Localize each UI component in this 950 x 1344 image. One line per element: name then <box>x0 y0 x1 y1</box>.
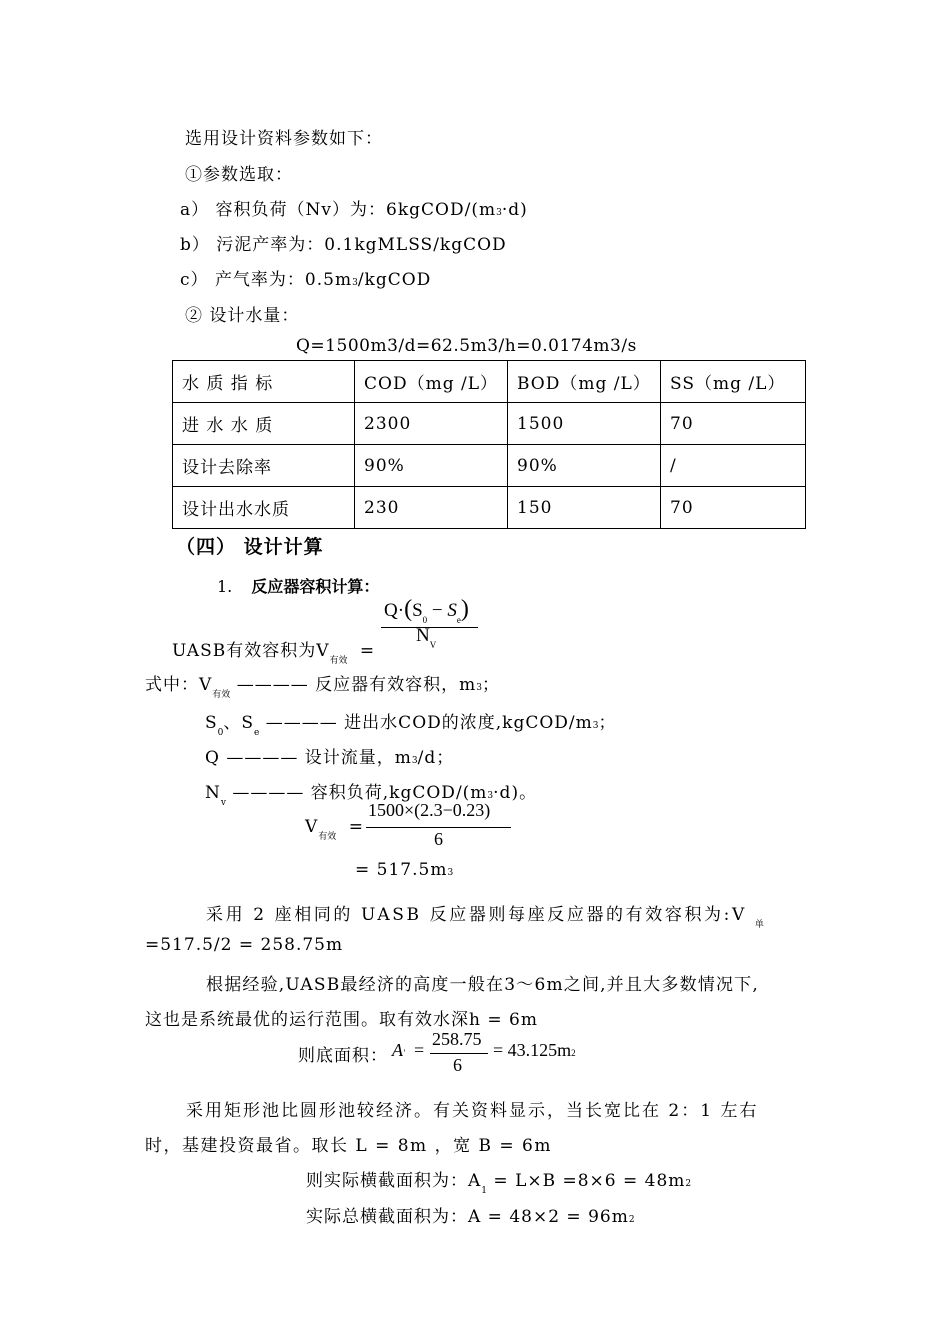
table-row <box>173 445 806 487</box>
param-a-label: a） <box>180 200 210 220</box>
calc4-text: 实际总横截面积为：A = 48×2 = 96m <box>306 1207 629 1227</box>
where-n-sup: 3 <box>487 791 494 801</box>
where-intro <box>145 670 500 700</box>
water-quality-table <box>172 360 806 529</box>
table-cell: 90% <box>508 445 661 487</box>
where-q-sup: 3 <box>411 756 418 766</box>
param-a-text: 容积负荷（Nv）为：6kgCOD/(m <box>215 200 497 220</box>
calc4-line <box>306 1202 635 1227</box>
para2-line1: 根据经验,UASB最经济的高度一般在3～6m之间,并且大多数情况下, <box>206 975 759 995</box>
table-cell: 1500 <box>508 403 661 445</box>
calc2-a-sup: ' <box>403 1048 405 1058</box>
param-b-label: b） <box>180 235 210 255</box>
table-cell: 90% <box>355 445 508 487</box>
table-cell: 2300 <box>355 403 508 445</box>
table-cell: / <box>661 445 806 487</box>
table-cell: 230 <box>355 487 508 529</box>
formula1-n-sub: V <box>429 640 437 650</box>
table-cell: 150 <box>508 487 661 529</box>
formula1-s0: S <box>412 600 423 621</box>
subsection-text: 反应器容积计算： <box>251 577 380 596</box>
where-intro-tail: ； <box>481 675 500 695</box>
calc2-result-sup: 2 <box>571 1048 576 1058</box>
table-cell: 70 <box>661 487 806 529</box>
formula1-minus: − <box>431 600 443 621</box>
param-header: ①参数选取： <box>185 165 293 185</box>
para3-line2: 时，基建投资最省。取长 L = 8m ，宽 B = 6m <box>145 1136 552 1156</box>
formula1-q: Q· <box>384 600 405 621</box>
table-header-cell: COD（mg /L） <box>355 361 508 403</box>
calc1-v: V <box>305 817 319 837</box>
table-cell: 70 <box>661 403 806 445</box>
calc3-sub: 1 <box>481 1186 488 1196</box>
param-a-sup: 3 <box>496 208 502 218</box>
param-c-text: 产气率为：0.5m <box>214 270 353 290</box>
calc2-equals-sign: = <box>414 1040 425 1060</box>
formula1-n: N <box>416 625 430 646</box>
where-s-line <box>205 708 617 738</box>
where-intro-sub: 有效 <box>212 690 231 700</box>
table-header-cell: BOD（mg /L） <box>508 361 661 403</box>
formula1-lhs <box>172 636 375 666</box>
para2-line2: 这也是系统最优的运行范围。取有效水深h = 6m <box>145 1010 538 1030</box>
where-s-tail: ； <box>598 713 617 733</box>
table-row <box>173 487 806 529</box>
formula1-sub: 有效 <box>329 656 348 666</box>
table-header-row <box>173 361 806 403</box>
param-a <box>180 195 528 220</box>
where-s0-sub: 0 <box>217 728 224 738</box>
flow-formula: Q=1500m3/d=62.5m3/h=0.0174m3/s <box>296 336 637 356</box>
calc1-result <box>355 860 453 880</box>
where-intro-v: 式中：V <box>145 675 213 695</box>
para1-text: 采用 2 座相同的 UASB 反应器则每座反应器的有效容积为:V <box>206 905 747 925</box>
param-c-tail: /kgCOD <box>357 270 432 290</box>
where-intro-sup: 3 <box>476 683 482 693</box>
table-header-cell: SS（mg /L） <box>661 361 806 403</box>
formula1-equals: = <box>359 641 376 661</box>
where-q-text: Q ———— 设计流量，m <box>205 748 412 768</box>
calc1-lhs <box>305 817 364 842</box>
section-title: （四） 设计计算 <box>176 536 324 558</box>
subsection-number: 1. <box>217 577 233 596</box>
para1-line1 <box>206 900 764 930</box>
calc2-fraction-line <box>430 1053 488 1054</box>
where-s0: S <box>205 713 218 733</box>
table-cell: 进 水 水 质 <box>173 403 355 445</box>
calc1-result-sup: 3 <box>447 868 454 878</box>
calc1-fraction-line <box>366 827 511 828</box>
where-n-sub: v <box>220 798 226 808</box>
formula1-se: S <box>447 600 457 621</box>
param-a-tail: ·d) <box>501 200 528 220</box>
param-b-text: 污泥产率为：0.1kgMLSS/kgCOD <box>216 235 507 255</box>
para3-line1: 采用矩形池比圆形池较经济。有关资料显示，当长宽比在 2：1 左右 <box>186 1101 759 1121</box>
calc1-denominator: 6 <box>434 829 443 849</box>
formula1-numerator: $Q\cdot(S_0 - S_e)$ <box>384 596 469 625</box>
table-header-cell: 水 质 指 标 <box>173 361 355 403</box>
where-s-sup: 3 <box>592 721 599 731</box>
calc3-sup: 2 <box>685 1179 692 1189</box>
table-row <box>173 403 806 445</box>
where-se: 、S <box>223 713 255 733</box>
formula1-prefix: UASB有效容积为V <box>172 641 330 661</box>
formula1-denominator <box>416 625 436 650</box>
where-n-text: ———— 容积负荷,kgCOD/(m <box>232 783 488 803</box>
subsection-title <box>217 574 379 597</box>
table-cell: 设计去除率 <box>173 445 355 487</box>
calc2-a: A <box>392 1040 403 1060</box>
calc1-numerator: 1500×(2.3−0.23) <box>368 800 491 820</box>
calc4-sup: 2 <box>628 1215 635 1225</box>
calc1-equals: = <box>348 817 364 837</box>
calc3-tail: = L×B =8×6 = 48m <box>487 1171 686 1191</box>
where-intro-text: ———— 反应器有效容积，m <box>236 675 477 695</box>
formula1-se-sub: e <box>456 615 461 625</box>
param-c-label: c） <box>180 270 209 290</box>
param-b <box>180 230 507 255</box>
calc1-result-text: = 517.5m <box>355 860 448 880</box>
param-c-sup: 3 <box>352 278 358 288</box>
table-cell: 设计出水水质 <box>173 487 355 529</box>
para1-line2: =517.5/2 = 258.75m <box>145 935 344 955</box>
param-c <box>180 265 431 290</box>
calc3-line <box>306 1166 691 1196</box>
where-q-line <box>205 743 454 768</box>
calc3-text: 则实际横截面积为：A <box>306 1171 482 1191</box>
intro-text: 选用设计资料参数如下： <box>185 129 383 149</box>
where-q-tail: /d； <box>417 748 455 768</box>
calc1-v-sub: 有效 <box>318 832 337 842</box>
flow-header: ② 设计水量： <box>185 306 300 326</box>
calc2-lhs <box>392 1040 405 1061</box>
para1-sub: 单 <box>754 920 764 930</box>
formula1-s0-sub: 0 <box>422 615 428 625</box>
where-n-tail: ·d)。 <box>493 783 538 803</box>
calc2-numerator: 258.75 <box>432 1029 482 1049</box>
calc2-prefix: 则底面积： <box>298 1046 388 1066</box>
where-se-sub: e <box>254 728 260 738</box>
where-n: N <box>205 783 221 803</box>
calc2-denominator: 6 <box>453 1055 462 1075</box>
calc2-result-text: = 43.125m <box>493 1040 572 1060</box>
calc2-result <box>493 1040 576 1061</box>
where-s-text: ———— 进出水COD的浓度,kgCOD/m <box>265 713 593 733</box>
